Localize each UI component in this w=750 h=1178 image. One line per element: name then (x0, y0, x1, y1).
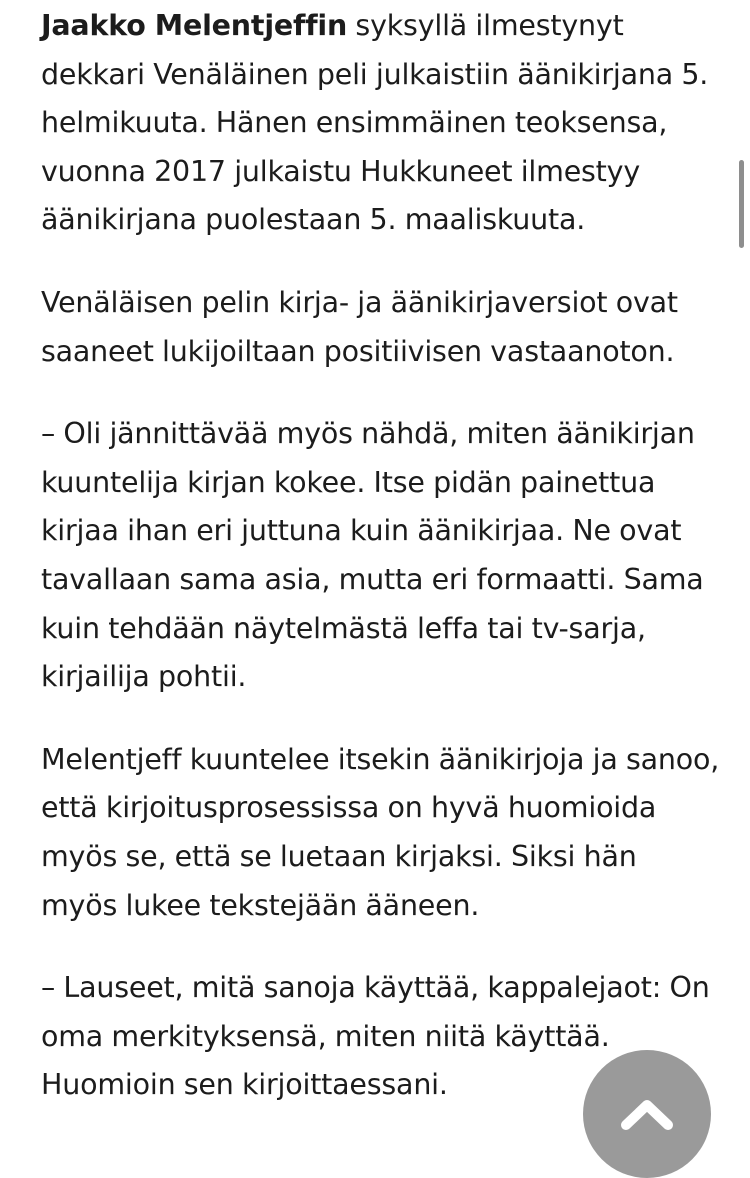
scrollbar-thumb[interactable] (739, 160, 744, 248)
article-paragraph: – Lauseet, mitä sanoja käyttää, kappalejaot: On oma merkityksensä, miten niitä käyttää. Huomioin sen kirjoittaessani. (41, 971, 710, 1102)
back-to-top-button[interactable] (583, 1050, 711, 1178)
author-name: Jaakko Melentjeffin (41, 9, 348, 42)
article-body (41, 0, 721, 1144)
article-paragraph (41, 2, 721, 245)
article-paragraph: Venäläisen pelin kirja- ja äänikirjaversiot ovat saaneet lukijoiltaan positiivisen vastaanoton. (41, 285, 678, 368)
article-paragraph: Melentjeff kuuntelee itsekin äänikirjoja ja sanoo, että kirjoitusprosessissa on hyvä huomioida myös se, että se luetaan kirjaksi. Siksi hän myös lukee tekstejään ääneen. (41, 742, 720, 922)
paragraph-text: syksyllä ilmestynyt dekkari Venäläinen peli julkaistiin äänikirjana 5. helmikuuta. Hänen ensimmäinen teoksensa, vuonna 2017 julkaistu Hukkuneet ilmestyy äänikirjana puolestaan 5. maaliskuuta. (41, 9, 709, 237)
article-paragraph: – Oli jännittävää myös nähdä, miten äänikirjan kuuntelija kirjan kokee. Itse pidän painettua kirjaa ihan eri juttuna kuin äänikirjaa. Ne ovat tavallaan sama asia, mutta eri formaatti. Sama kuin tehdään näytelmästä leffa tai tv-sarja, kirjailija pohtii. (41, 417, 704, 694)
chevron-up-icon (620, 1097, 674, 1131)
